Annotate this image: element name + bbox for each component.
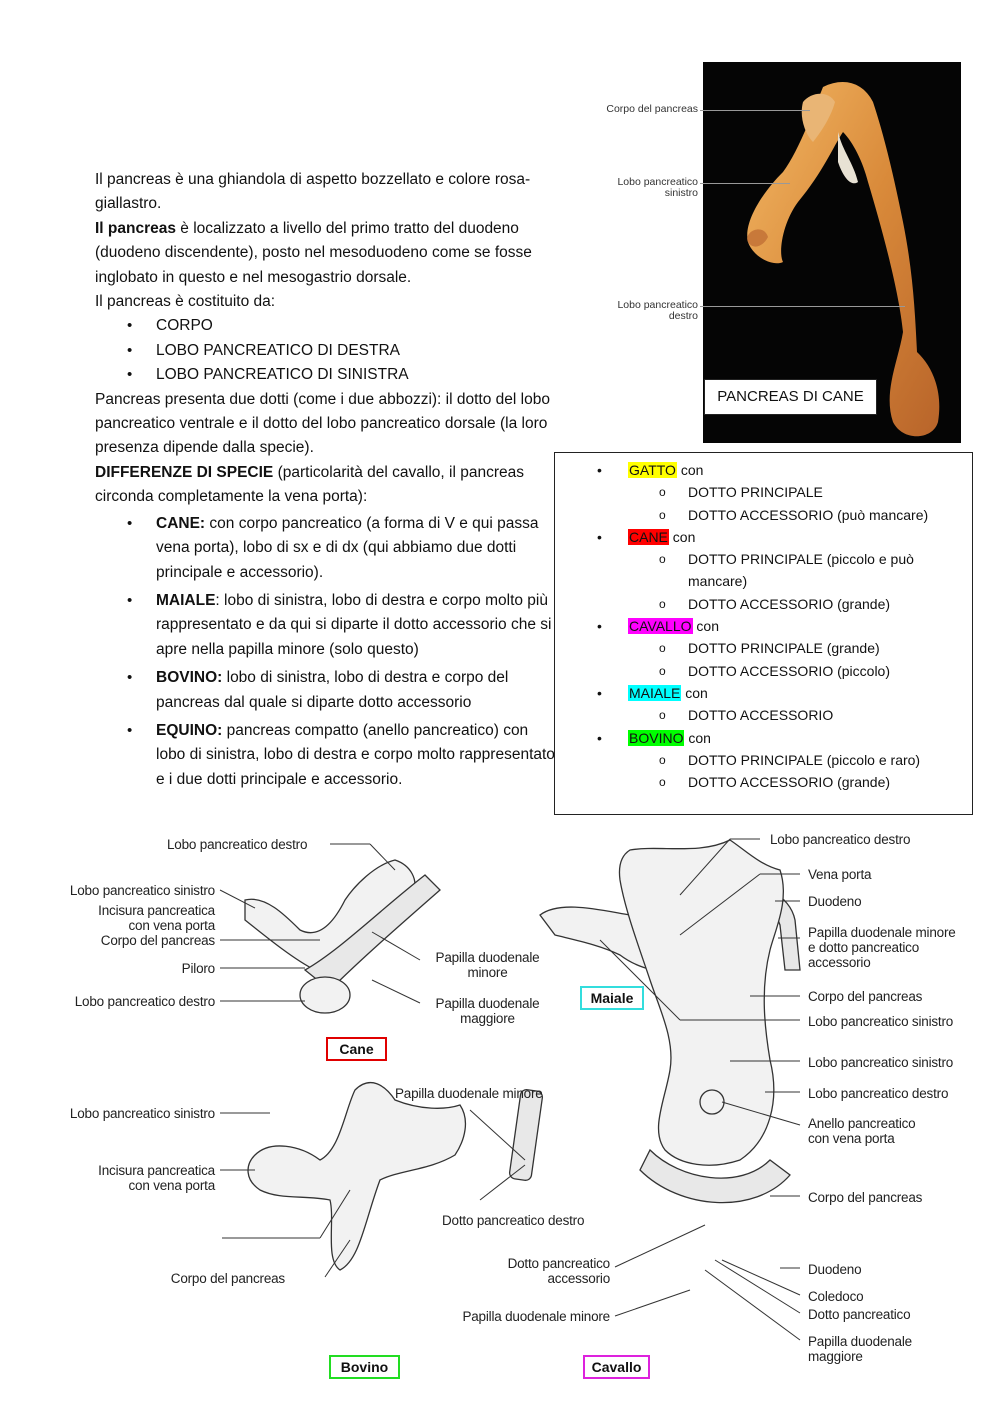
species-heading: DIFFERENZE DI SPECIE: [95, 463, 274, 481]
species-name: EQUINO:: [156, 721, 223, 739]
species-row-bovino: [555, 727, 972, 749]
species-highlight: CAVALLO: [629, 618, 692, 635]
cavallo-label: [480, 1256, 610, 1286]
cavallo-label: Dotto pancreatico: [808, 1307, 911, 1322]
cane-label: Lobo pancreatico sinistro: [69, 883, 215, 898]
bovino-label: Papilla duodenale minore: [395, 1086, 543, 1101]
location-text: è localizzato a livello del primo tratto del duodeno (duodeno discendente), posto nel mesoduodeno come se fosse inglobato in questo e nel mesogastrio dorsale.: [95, 219, 532, 286]
photo-label-line: Lobo pancreatico: [617, 176, 698, 188]
parts-list: [95, 314, 555, 387]
composition-paragraph: Il pancreas è costituito da:: [95, 293, 276, 311]
species-highlight: BOVINO: [629, 729, 684, 746]
cane-label: [425, 950, 550, 980]
label-line: maggiore: [808, 1349, 863, 1364]
species-list: [95, 512, 555, 792]
cavallo-ring-shape: [700, 1090, 724, 1114]
label-line: Papilla duodenale: [808, 1334, 912, 1349]
duct-item: o DOTTO PRINCIPALE: [555, 481, 972, 503]
bovino-label: Lobo pancreatico sinistro: [69, 1106, 215, 1121]
photo-leader-line: [700, 306, 905, 307]
maiale-tag: Maiale: [580, 986, 644, 1010]
bovino-label: con vena porta: [128, 1178, 215, 1193]
duct-item: o DOTTO ACCESSORIO (può mancare): [555, 504, 972, 526]
cavallo-label: Lobo pancreatico destro: [808, 1086, 949, 1101]
photo-label-left: [588, 177, 698, 199]
label-line: Papilla duodenale: [435, 996, 540, 1011]
maiale-label: Corpo del pancreas: [808, 989, 923, 1004]
cavallo-pancreas-shape: [619, 840, 783, 1165]
photo-label-line: destro: [668, 310, 698, 322]
maiale-label: Duodeno: [808, 894, 862, 909]
list-item: [95, 512, 555, 585]
photo-caption: PANCREAS DI CANE: [704, 379, 877, 415]
cane-tag: Cane: [326, 1037, 387, 1061]
species-row-gatto: [555, 459, 972, 481]
species-intro: (particolarità del cavallo, il pancreas circonda completamente la vena porta):: [95, 463, 524, 506]
connector-text: con: [692, 618, 719, 635]
species-text: : lobo di sinistra, lobo di destra e corpo molto più rappresentato e da qui si diparte il dotto accessorio che si apre nella papilla minore (solo questo): [156, 591, 552, 658]
connector-text: con: [681, 684, 708, 701]
cane-label: Lobo pancreatico destro: [74, 994, 215, 1009]
photo-label-right: [588, 300, 698, 322]
label-line: Anello pancreatico: [808, 1116, 916, 1131]
location-paragraph: [95, 217, 555, 290]
species-name: MAIALE: [156, 591, 216, 609]
label-line: accessorio: [547, 1271, 610, 1286]
connector-text: con: [676, 462, 704, 478]
bovino-tag: Bovino: [329, 1355, 400, 1379]
label-line: accessorio: [808, 955, 871, 970]
maiale-label: Lobo pancreatico sinistro: [808, 1014, 954, 1029]
species-highlight: GATTO: [629, 462, 676, 478]
cane-label: Lobo pancreatico destro: [167, 837, 308, 852]
cane-label: con vena porta: [128, 918, 215, 933]
label-line: Dotto pancreatico: [507, 1256, 610, 1271]
cavallo-tag: Cavallo: [583, 1355, 650, 1379]
label-line: e dotto pancreatico: [808, 940, 920, 955]
label-line: Papilla duodenale minore: [808, 925, 956, 940]
duct-item: o DOTTO ACCESSORIO (grande): [555, 593, 972, 615]
species-row-cavallo: [555, 615, 972, 637]
duct-item: o DOTTO PRINCIPALE (grande): [555, 637, 972, 659]
cane-label: Corpo del pancreas: [100, 933, 215, 948]
species-highlight: CANE: [629, 528, 668, 545]
list-item: • LOBO PANCREATICO DI DESTRA: [95, 339, 555, 363]
cavallo-label: Coledoco: [808, 1289, 864, 1304]
ducts-paragraph: Pancreas presenta due dotti (come i due abbozzi): il dotto del lobo pancreatico ventrale e il dotto del lobo pancreatico dorsale (la loro presenza dipende dalla specie).: [95, 390, 550, 457]
photo-leader-line: [700, 183, 790, 184]
maiale-label: Vena porta: [808, 867, 872, 882]
species-ducts-box: [554, 452, 973, 815]
list-item: [95, 589, 555, 662]
species-highlight: MAIALE: [629, 684, 681, 701]
list-item: • LOBO PANCREATICO DI SINISTRA: [95, 363, 555, 387]
bovino-label: Dotto pancreatico destro: [442, 1213, 585, 1228]
list-item: [95, 719, 555, 792]
species-text: lobo di sinistra, lobo di destra e corpo del pancreas dal quale si diparte dotto accessorio: [156, 669, 509, 711]
cavallo-label: Duodeno: [808, 1262, 862, 1277]
species-row-maiale: [555, 682, 972, 704]
duct-item: o DOTTO ACCESSORIO (grande): [555, 771, 972, 793]
cane-pylorus-shape: [300, 977, 350, 1013]
bovino-duodenum-shape: [509, 1089, 543, 1181]
species-row-cane: [555, 526, 972, 548]
bovino-label: Incisura pancreatica: [98, 1163, 215, 1178]
list-item: [95, 666, 555, 715]
bovino-pancreas-shape: [248, 1083, 465, 1270]
species-name: CANE:: [156, 514, 206, 532]
bovino-label: Corpo del pancreas: [170, 1271, 285, 1286]
species-text: pancreas compatto (anello pancreatico) con lobo di sinistra, lobo di destra e corpo molto rappresentato e i due dotti principale e accessorio.: [156, 721, 555, 788]
species-name: BOVINO:: [156, 669, 223, 687]
cavallo-label: Papilla duodenale minore: [462, 1309, 610, 1324]
photo-leader-line: [700, 110, 810, 111]
main-text: [95, 168, 555, 792]
label-line: minore: [467, 965, 508, 980]
cane-label: Piloro: [181, 961, 215, 976]
duct-item: o DOTTO PRINCIPALE (piccolo e può mancare): [555, 548, 972, 593]
label-line: con vena porta: [808, 1131, 895, 1146]
cavallo-label: Lobo pancreatico sinistro: [808, 1055, 954, 1070]
list-item: • CORPO: [95, 314, 555, 338]
cavallo-label: Corpo del pancreas: [808, 1190, 923, 1205]
species-paragraph: [95, 461, 555, 510]
label-line: maggiore: [460, 1011, 515, 1026]
intro-paragraph: Il pancreas è una ghiandola di aspetto bozzellato e colore rosa-giallastro.: [95, 171, 531, 213]
maiale-label: Lobo pancreatico destro: [770, 832, 911, 847]
cane-label: [425, 996, 550, 1026]
maiale-label: [808, 925, 956, 970]
duct-item: o DOTTO PRINCIPALE (piccolo e raro): [555, 749, 972, 771]
photo-label-line: Lobo pancreatico: [617, 299, 698, 311]
cane-label: Incisura pancreatica: [98, 903, 215, 918]
duct-item: o DOTTO ACCESSORIO: [555, 704, 972, 726]
connector-text: con: [684, 729, 711, 746]
photo-label-line: sinistro: [664, 187, 698, 199]
location-bold: Il pancreas: [95, 219, 176, 237]
cavallo-label: [808, 1334, 912, 1364]
species-text: con corpo pancreatico (a forma di V e qui passa vena porta), lobo di sx e di dx (qui abbiamo due dotti principale e accessorio).: [156, 514, 539, 581]
cavallo-label: [808, 1116, 915, 1146]
photo-label-body: Corpo del pancreas: [606, 103, 698, 115]
label-line: Papilla duodenale: [435, 950, 540, 965]
duct-item: o DOTTO ACCESSORIO (piccolo): [555, 660, 972, 682]
connector-text: con: [668, 528, 696, 545]
